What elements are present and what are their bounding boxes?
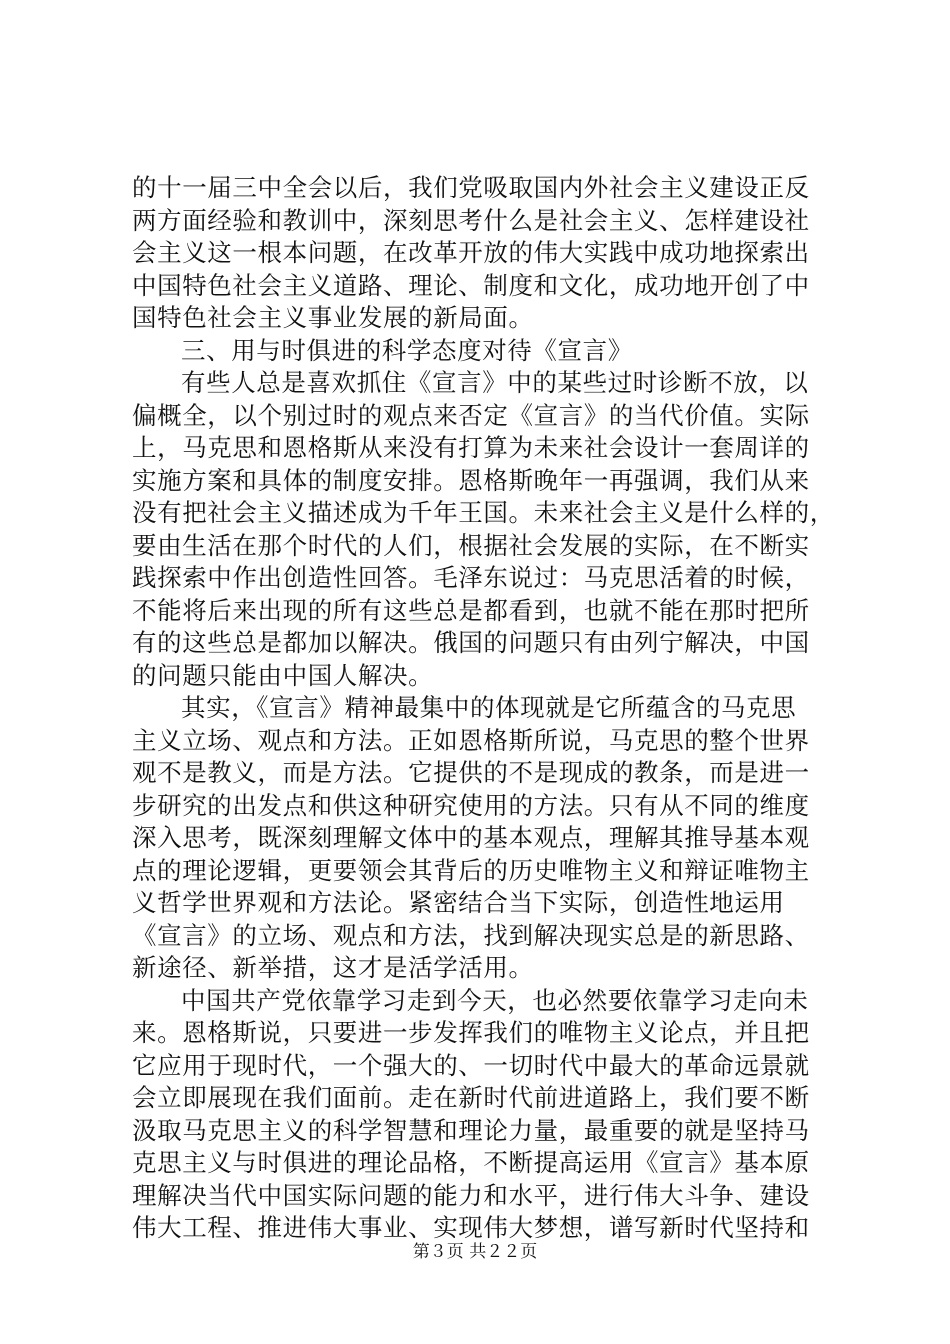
text-line: 步研究的出发点和供这种研究使用的方法。只有从不同的维度 (132, 790, 810, 820)
text-line: 的十一届三中全会以后，我们党吸取国内外社会主义建设正反 (132, 173, 810, 202)
text-line: 的问题只能由中国人解决。 (132, 660, 434, 690)
text-line: 实施方案和具体的制度安排。恩格斯晚年一再强调，我们从来 (132, 465, 810, 495)
paragraph-start-line: 有些人总是喜欢抓住《宣言》中的某些过时诊断不放，以 (181, 368, 809, 397)
text-line: 《宣言》的立场、观点和方法，找到解决现实总是的新思路、 (132, 920, 810, 950)
text-line: 不能将后来出现的所有这些总是都看到，也就不能在那时把所 (132, 595, 810, 625)
text-line: 来。恩格斯说，只要进一步发挥我们的唯物主义论点，并且把 (132, 1018, 810, 1047)
paragraph-start-line: 其实，《宣言》精神最集中的体现就是它所蕴含的马克思 (181, 693, 797, 722)
text-line: 主义立场、观点和方法。正如恩格斯所说，马克思的整个世界 (132, 725, 810, 755)
page-number-footer: 第３页 共２２页 (412, 1242, 538, 1262)
text-line: 克思主义与时俱进的理论品格，不断提高运用《宣言》基本原 (132, 1148, 810, 1177)
text-line: 点的理论逻辑，更要领会其背后的历史唯物主义和辩证唯物主 (132, 855, 810, 885)
text-line: 会立即展现在我们面前。走在新时代前进道路上，我们要不断 (132, 1083, 810, 1112)
text-line: 上，马克思和恩格斯从来没有打算为未来社会设计一套周详的 (132, 433, 810, 462)
text-line: 要由生活在那个时代的人们，根据社会发展的实际，在不断实 (132, 530, 810, 560)
section-heading: 三、用与时俱进的科学态度对待《宣言》 (181, 335, 633, 365)
text-line: 观不是教义，而是方法。它提供的不是现成的教条，而是进一 (132, 758, 810, 787)
text-line: 践探索中作出创造性回答。毛泽东说过：马克思活着的时候， (132, 563, 810, 592)
text-line: 新途径、新举措，这才是活学活用。 (132, 953, 534, 982)
text-line: 它应用于现时代，一个强大的、一切时代中最大的革命远景就 (132, 1050, 810, 1080)
text-line: 会主义这一根本问题，在改革开放的伟大实践中成功地探索出 (132, 238, 810, 267)
document-body (132, 172, 835, 1245)
text-line: 汲取马克思主义的科学智慧和理论力量，最重要的就是坚持马 (132, 1115, 810, 1145)
text-line: 理解决当代中国实际问题的能力和水平，进行伟大斗争、建设 (132, 1180, 810, 1210)
text-line: 偏概全，以个别过时的观点来否定《宣言》的当代价值。实际 (132, 400, 810, 430)
text-line: 义哲学世界观和方法论。紧密结合当下实际，创造性地运用 (132, 888, 785, 917)
text-line: 伟大工程、推进伟大事业、实现伟大梦想，谱写新时代坚持和 (132, 1213, 810, 1242)
text-line: 没有把社会主义描述成为千年王国。未来社会主义是什么样的， (132, 498, 835, 527)
text-line: 两方面经验和教训中，深刻思考什么是社会主义、怎样建设社 (132, 205, 810, 235)
text-line: 国特色社会主义事业发展的新局面。 (132, 303, 534, 332)
text-line: 有的这些总是都加以解决。俄国的问题只有由列宁解决，中国 (132, 628, 810, 657)
text-line: 中国特色社会主义道路、理论、制度和文化，成功地开创了中 (132, 270, 810, 300)
paragraph-start-line: 中国共产党依靠学习走到今天，也必然要依靠学习走向未 (181, 985, 809, 1015)
text-line: 深入思考，既深刻理解文体中的基本观点，理解其推导基本观 (132, 823, 810, 852)
